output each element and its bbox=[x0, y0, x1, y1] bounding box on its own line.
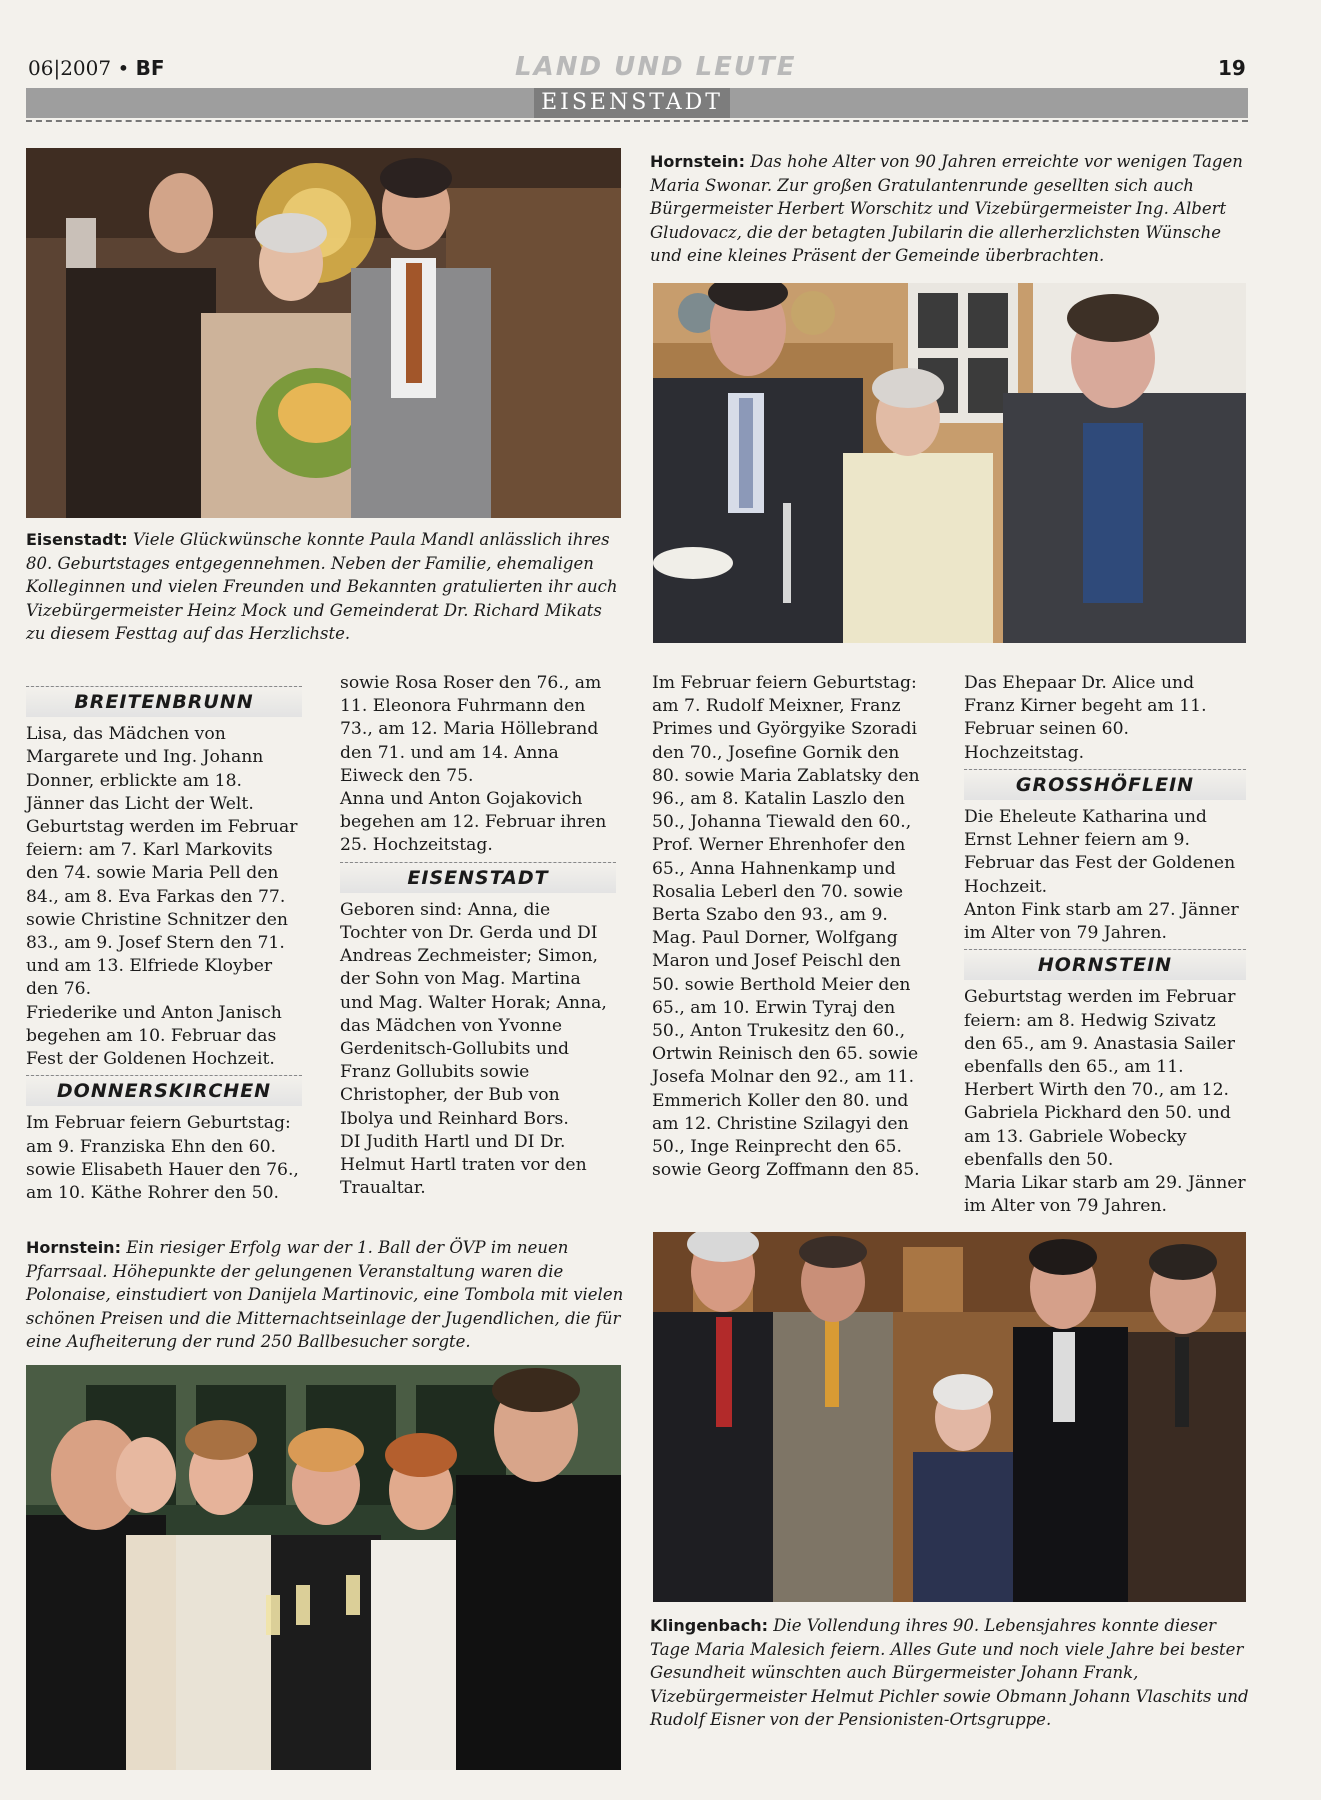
issue-label bbox=[28, 56, 165, 80]
paragraph: Im Februar feiern Geburtstag: am 7. Rudolf Meixner, Franz Primes und Györgyike Szoradi den 70., Josefine Gornik den 80. sowie Maria Zablatsky den 96., am 8. Katalin Laszlo den 50., Johanna Tiewald den 60., Prof. Werner Ehrenhofer den 65., Anna Hahnenkamp und Rosalia Leberl den 70. sowie Berta Szabo den 93., am 9. Mag. Paul Dorner, Wolfgang Maron und Josef Peischl den 50. sowie Berthold Meier den 65., am 10. Erwin Tyraj den 50., Anton Trukesitz den 60., Ortwin Reinisch den 65. sowie Josefa Molnar den 92., am 11. Emmerich Koller den 80. und am 12. Christine Szilagyi den 50., Inge Reinprecht den 65. sowie Georg Zoffmann den 85. bbox=[652, 673, 920, 1181]
paragraph: Geburtstag werden im Februar feiern: am 8. Hedwig Szivatz den 65., am 9. Anastasia Sailer ebenfalls den 65., am 11. Herbert Wirth den 70., am 12. Gabriela Pickhard den 50. und am 13. Gabriele Wobecky ebenfalls den 50. bbox=[964, 987, 1236, 1170]
paragraph: Das Ehepaar Dr. Alice und Franz Kirner begeht am 11. Februar seinen 60. Hochzeitstag. bbox=[964, 673, 1207, 763]
column-1 bbox=[26, 682, 302, 1205]
caption-text: Viele Glückwünsche konnte Paula Mandl anlässlich ihres 80. Geburtstages entgegennehmen. Neben der Familie, ehemaligen Kolleginnen und vielen Freunden und Bekannten gratulierten ihr auch Vizebürgermeister Heinz Mock und Gemeinderat Dr. Richard Mikats zu diesem Festtag auf das Herzlichste. bbox=[26, 530, 618, 643]
heading-donnerskirchen: DONNERSKIRCHEN bbox=[26, 1075, 302, 1106]
paragraph: sowie Rosa Roser den 76., am 11. Eleonora Fuhrmann den 73., am 12. Maria Höllebrand den 71. und am 14. Anna Eiweck den 75. bbox=[340, 673, 602, 786]
column-2 bbox=[340, 672, 616, 1200]
publication-name: BF bbox=[135, 56, 165, 80]
caption-place: Klingenbach: bbox=[650, 1616, 768, 1635]
heading-breitenbrunn: BREITENBRUNN bbox=[26, 686, 302, 717]
caption-text: Die Vollendung ihres 90. Lebensjahres konnte dieser Tage Maria Malesich feiern. Alles Gute und noch viele Jahre bei bester Gesundheit wünschten auch Bürgermeister Johann Frank, Vizebürgermeister Helmut Pichler sowie Obmann Johann Vlaschits und Rudolf Eisner von der Pensionisten-Ortsgruppe. bbox=[650, 1616, 1249, 1729]
paragraph: Friederike und Anton Janisch begehen am 10. Februar das Fest der Goldenen Hochzeit. bbox=[26, 1002, 282, 1070]
heading-eisenstadt: EISENSTADT bbox=[340, 862, 616, 893]
caption-place: Hornstein: bbox=[26, 1238, 121, 1257]
paragraph: Lisa, das Mädchen von Margarete und Ing. Johann Donner, erblickte am 18. Jänner das Licht der Welt. bbox=[26, 724, 264, 814]
issue-number: 06|2007 bbox=[28, 56, 112, 80]
photo-hornstein-ball bbox=[26, 1365, 621, 1770]
photo-klingenbach bbox=[653, 1232, 1246, 1602]
section-title: LAND UND LEUTE bbox=[515, 52, 797, 82]
caption-place: Hornstein: bbox=[650, 152, 745, 171]
paragraph: Geboren sind: Anna, die Tochter von Dr. Gerda und DI Andreas Zechmeister; Simon, der Sohn von Mag. Martina und Mag. Walter Horak; Anna, das Mädchen von Yvonne Gerdenitsch-Gollubits und Franz Gollubits sowie Christopher, der Bub von Ibolya und Reinhard Bors. bbox=[340, 899, 607, 1129]
paragraph: Anton Fink starb am 27. Jänner im Alter von 79 Jahren. bbox=[964, 899, 1239, 944]
region-tab: EISENSTADT bbox=[534, 88, 730, 118]
caption-eisenstadt bbox=[26, 528, 626, 646]
photo-eisenstadt bbox=[26, 148, 621, 518]
paragraph: Die Eheleute Katharina und Ernst Lehner feiern am 9. Februar das Fest der Goldenen Hochzeit. bbox=[964, 807, 1236, 897]
heading-grosshoeflein: GROSSHÖFLEIN bbox=[964, 769, 1246, 800]
bullet: • bbox=[117, 56, 130, 80]
paragraph: Maria Likar starb am 29. Jänner im Alter von 79 Jahren. bbox=[964, 1173, 1246, 1217]
caption-place: Eisenstadt: bbox=[26, 530, 128, 549]
paragraph: Geburtstag werden im Februar feiern: am 7. Karl Markovits den 74. sowie Maria Pell den 84., am 8. Eva Farkas den 77. sowie Christine Schnitzer den 83., am 9. Josef Stern den 71. und am 13. Elfriede Kloyber den 76. bbox=[26, 817, 298, 1000]
caption-klingenbach bbox=[650, 1614, 1250, 1732]
paragraph: Im Februar feiern Geburtstag: am 9. Franziska Ehn den 60. sowie Elisabeth Hauer den 76., am 10. Käthe Rohrer den 50. bbox=[26, 1113, 299, 1204]
caption-hornstein-top bbox=[650, 150, 1250, 268]
paragraph: DI Judith Hartl und DI Dr. Helmut Hartl traten vor den Traualtar. bbox=[340, 1131, 587, 1199]
caption-text: Ein riesiger Erfolg war der 1. Ball der ÖVP im neuen Pfarrsaal. Höhepunkte der gelungenen Veranstaltung waren die Polonaise, einstudiert von Danijela Martinovic, eine Tombola mit vielen schönen Preisen und die Mitternachtseinlage der Jugendlichen, die für eine Aufheiterung der rund 250 Ballbesucher sorgte. bbox=[26, 1238, 624, 1351]
page-number: 19 bbox=[1218, 56, 1246, 80]
column-4 bbox=[964, 672, 1246, 1218]
caption-hornstein-ball bbox=[26, 1236, 626, 1354]
header-divider bbox=[26, 120, 1248, 122]
heading-hornstein: HORNSTEIN bbox=[964, 949, 1246, 980]
caption-text: Das hohe Alter von 90 Jahren erreichte vor wenigen Tagen Maria Swonar. Zur großen Gratulantenrunde gesellten sich auch Bürgermeister Herbert Worschitz und Vizebürgermeister Ing. Albert Gludovacz, die der betagten Jubilarin die allerherzlichsten Wünsche und eine kleines Präsent der Gemeinde überbrachten. bbox=[650, 152, 1243, 265]
column-3 bbox=[652, 672, 930, 1182]
photo-hornstein-top bbox=[653, 283, 1246, 643]
paragraph: Anna und Anton Gojakovich begehen am 12. Februar ihren 25. Hochzeitstag. bbox=[340, 789, 607, 856]
